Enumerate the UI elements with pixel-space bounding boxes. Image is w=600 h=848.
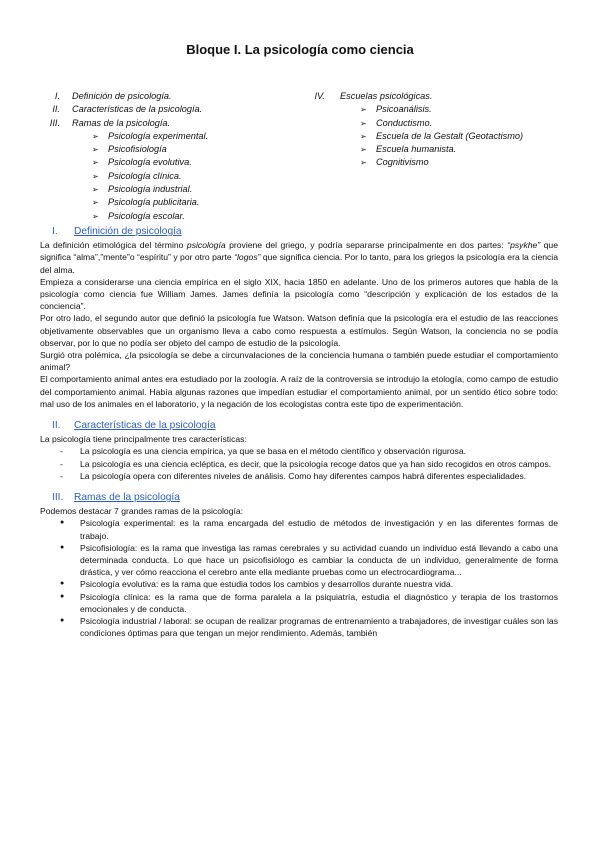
list-item: ● Psicofisiología: es la rama que investiga las ramas cerebrales y su actividad cuando un individuo está llevando a cabo una determinada conducta. Lo que hace un psicofisiólogo es cambiar la conducta de un individuo, generalmente de forma drástica, y ver cómo reacciona el cerebro ante ella mediante pruebas como un electrocardiograma...	[40, 542, 558, 579]
arrow-bullet-icon: ➢	[360, 105, 367, 115]
paragraph: La psicología tiene principalmente tres características:	[40, 434, 247, 445]
paragraph: Surgió otra polémica, ¿la psicología se debe a circunvalaciones de la conciencia humana o también puede estudiar el comportamiento animal?	[40, 350, 558, 373]
section-heading-ramas: III. Ramas de la psicología	[52, 492, 180, 504]
section-heading-definicion: I. Definición de psicología	[52, 226, 182, 237]
document-body	[40, 226, 558, 640]
toc-subitem: ➢ Psicofisiología	[30, 143, 208, 156]
toc-subitem: ➢ Psicología clínica.	[30, 170, 208, 183]
page-title: Bloque I. La psicología como ciencia	[186, 42, 414, 57]
section-heading-caracteristicas: II. Características de la psicología	[52, 420, 216, 432]
toc-subitem: ➢ Conductismo.	[290, 117, 523, 130]
toc-subitem: ➢ Psicología experimental.	[30, 130, 208, 143]
list-item: ● Psicología evolutiva: es la rama que estudia todos los cambios y desarrollos durante nuestra vida.	[40, 578, 558, 590]
arrow-bullet-icon: ➢	[360, 158, 367, 168]
arrow-bullet-icon: ➢	[360, 118, 367, 128]
toc-subitem: ➢ Psicología publicitaria.	[30, 196, 208, 209]
toc-right	[290, 90, 523, 170]
arrow-bullet-icon: ➢	[360, 145, 367, 155]
characteristics-list	[40, 445, 558, 482]
list-item: - La psicología opera con diferentes niveles de análisis. Como hay diferentes campos habrá diferentes especialidades.	[40, 470, 558, 482]
arrow-bullet-icon: ➢	[92, 211, 99, 221]
toc-item: III. Ramas de la psicología.	[49, 117, 171, 128]
list-item: ● Psicología industrial / laboral: se ocupan de realizar programas de entrenamiento a trabajadores, de investigar cuáles son las condiciones óptimas para que tengan un mejor rendimiento. Además, también	[40, 615, 558, 639]
toc-item: I. Definición de psicología.	[54, 91, 172, 101]
arrow-bullet-icon: ➢	[92, 158, 99, 168]
arrow-bullet-icon: ➢	[92, 198, 99, 208]
toc-item: II. Características de la psicología.	[52, 104, 203, 115]
toc-subitem: ➢ Escuela de la Gestalt (Geotactismo)	[290, 130, 523, 143]
list-item: ● Psicología experimental: es la rama encargada del estudio de métodos de investigación y en las diferentes formas de trabajo.	[40, 517, 558, 541]
toc-subitem: ➢ Psicología evolutiva.	[30, 156, 208, 169]
toc-subitem: ➢ Escuela humanista.	[290, 143, 523, 156]
arrow-bullet-icon: ➢	[92, 145, 99, 155]
toc-subitem: ➢ Cognitivismo	[290, 156, 523, 169]
branches-list	[40, 517, 558, 639]
paragraph: La definición etimológica del término psicología proviene del griego, y podría separarse principalmente en dos partes: “psykhe” que significa “alma”,”mente”o “espíritu” y por otro parte “logos” que significa ciencia. Por lo tanto, para los griegos la psicología era la ciencia del alma.	[40, 240, 559, 275]
toc-subitem: ➢ Psicoanálisis.	[290, 103, 523, 116]
toc-subitem: ➢ Psicología escolar.	[30, 210, 208, 223]
arrow-bullet-icon: ➢	[360, 131, 367, 141]
toc-item: IV. Escuelas psicológicas.	[314, 91, 433, 101]
arrow-bullet-icon: ➢	[92, 185, 99, 195]
paragraph: Por otro lado, el segundo autor que definió la psicología fue Watson. Watson definía que la psicología era el estudio de las reacciones objetivamente observables que un organismo lleva a cabo como respuesta a estímulos. Según Watson, la conciencia no se podía observar, por lo que no podía ser objeto del campo de estudio de la psicología.	[40, 313, 558, 348]
toc-left	[30, 90, 208, 223]
arrow-bullet-icon: ➢	[92, 171, 99, 181]
list-item: - La psicología es una ciencia empírica, ya que se basa en el método científico y observación rigurosa.	[40, 445, 558, 457]
paragraph: Empieza a considerarse una ciencia empírica en el siglo XIX, hacia 1850 en adelante. Uno de los primeros autores que habla de la psicología como ciencia fue William James. James definía la psicología como “descripción y explicación de los estados de la conciencia”.	[40, 276, 558, 312]
list-item: - La psicología es una ciencia ecléptica, es decir, que la psicología recoge datos que ya han sido recogidos en otros campos.	[40, 458, 558, 470]
arrow-bullet-icon: ➢	[92, 131, 99, 141]
paragraph: Podemos destacar 7 grandes ramas de la psicología:	[40, 506, 244, 517]
paragraph: El comportamiento animal antes era estudiado por la zoología. A raíz de la controversia se introdujo la etología, como campo de estudio del comportamiento animal. Había algunas razones que impedían estudiar el comportamiento animal, por un sentido ético sobre todo: mal uso de los animales en el laboratorio, y la negación de los ecologistas contra este tipo de experimentación.	[40, 374, 558, 409]
list-item: ● Psicología clínica: es la rama que de forma paralela a la psiquiatría, estudia el diagnóstico y terapia de los trastornos emocionales y de conducta.	[40, 591, 558, 615]
toc-subitem: ➢ Psicología industrial.	[30, 183, 208, 196]
